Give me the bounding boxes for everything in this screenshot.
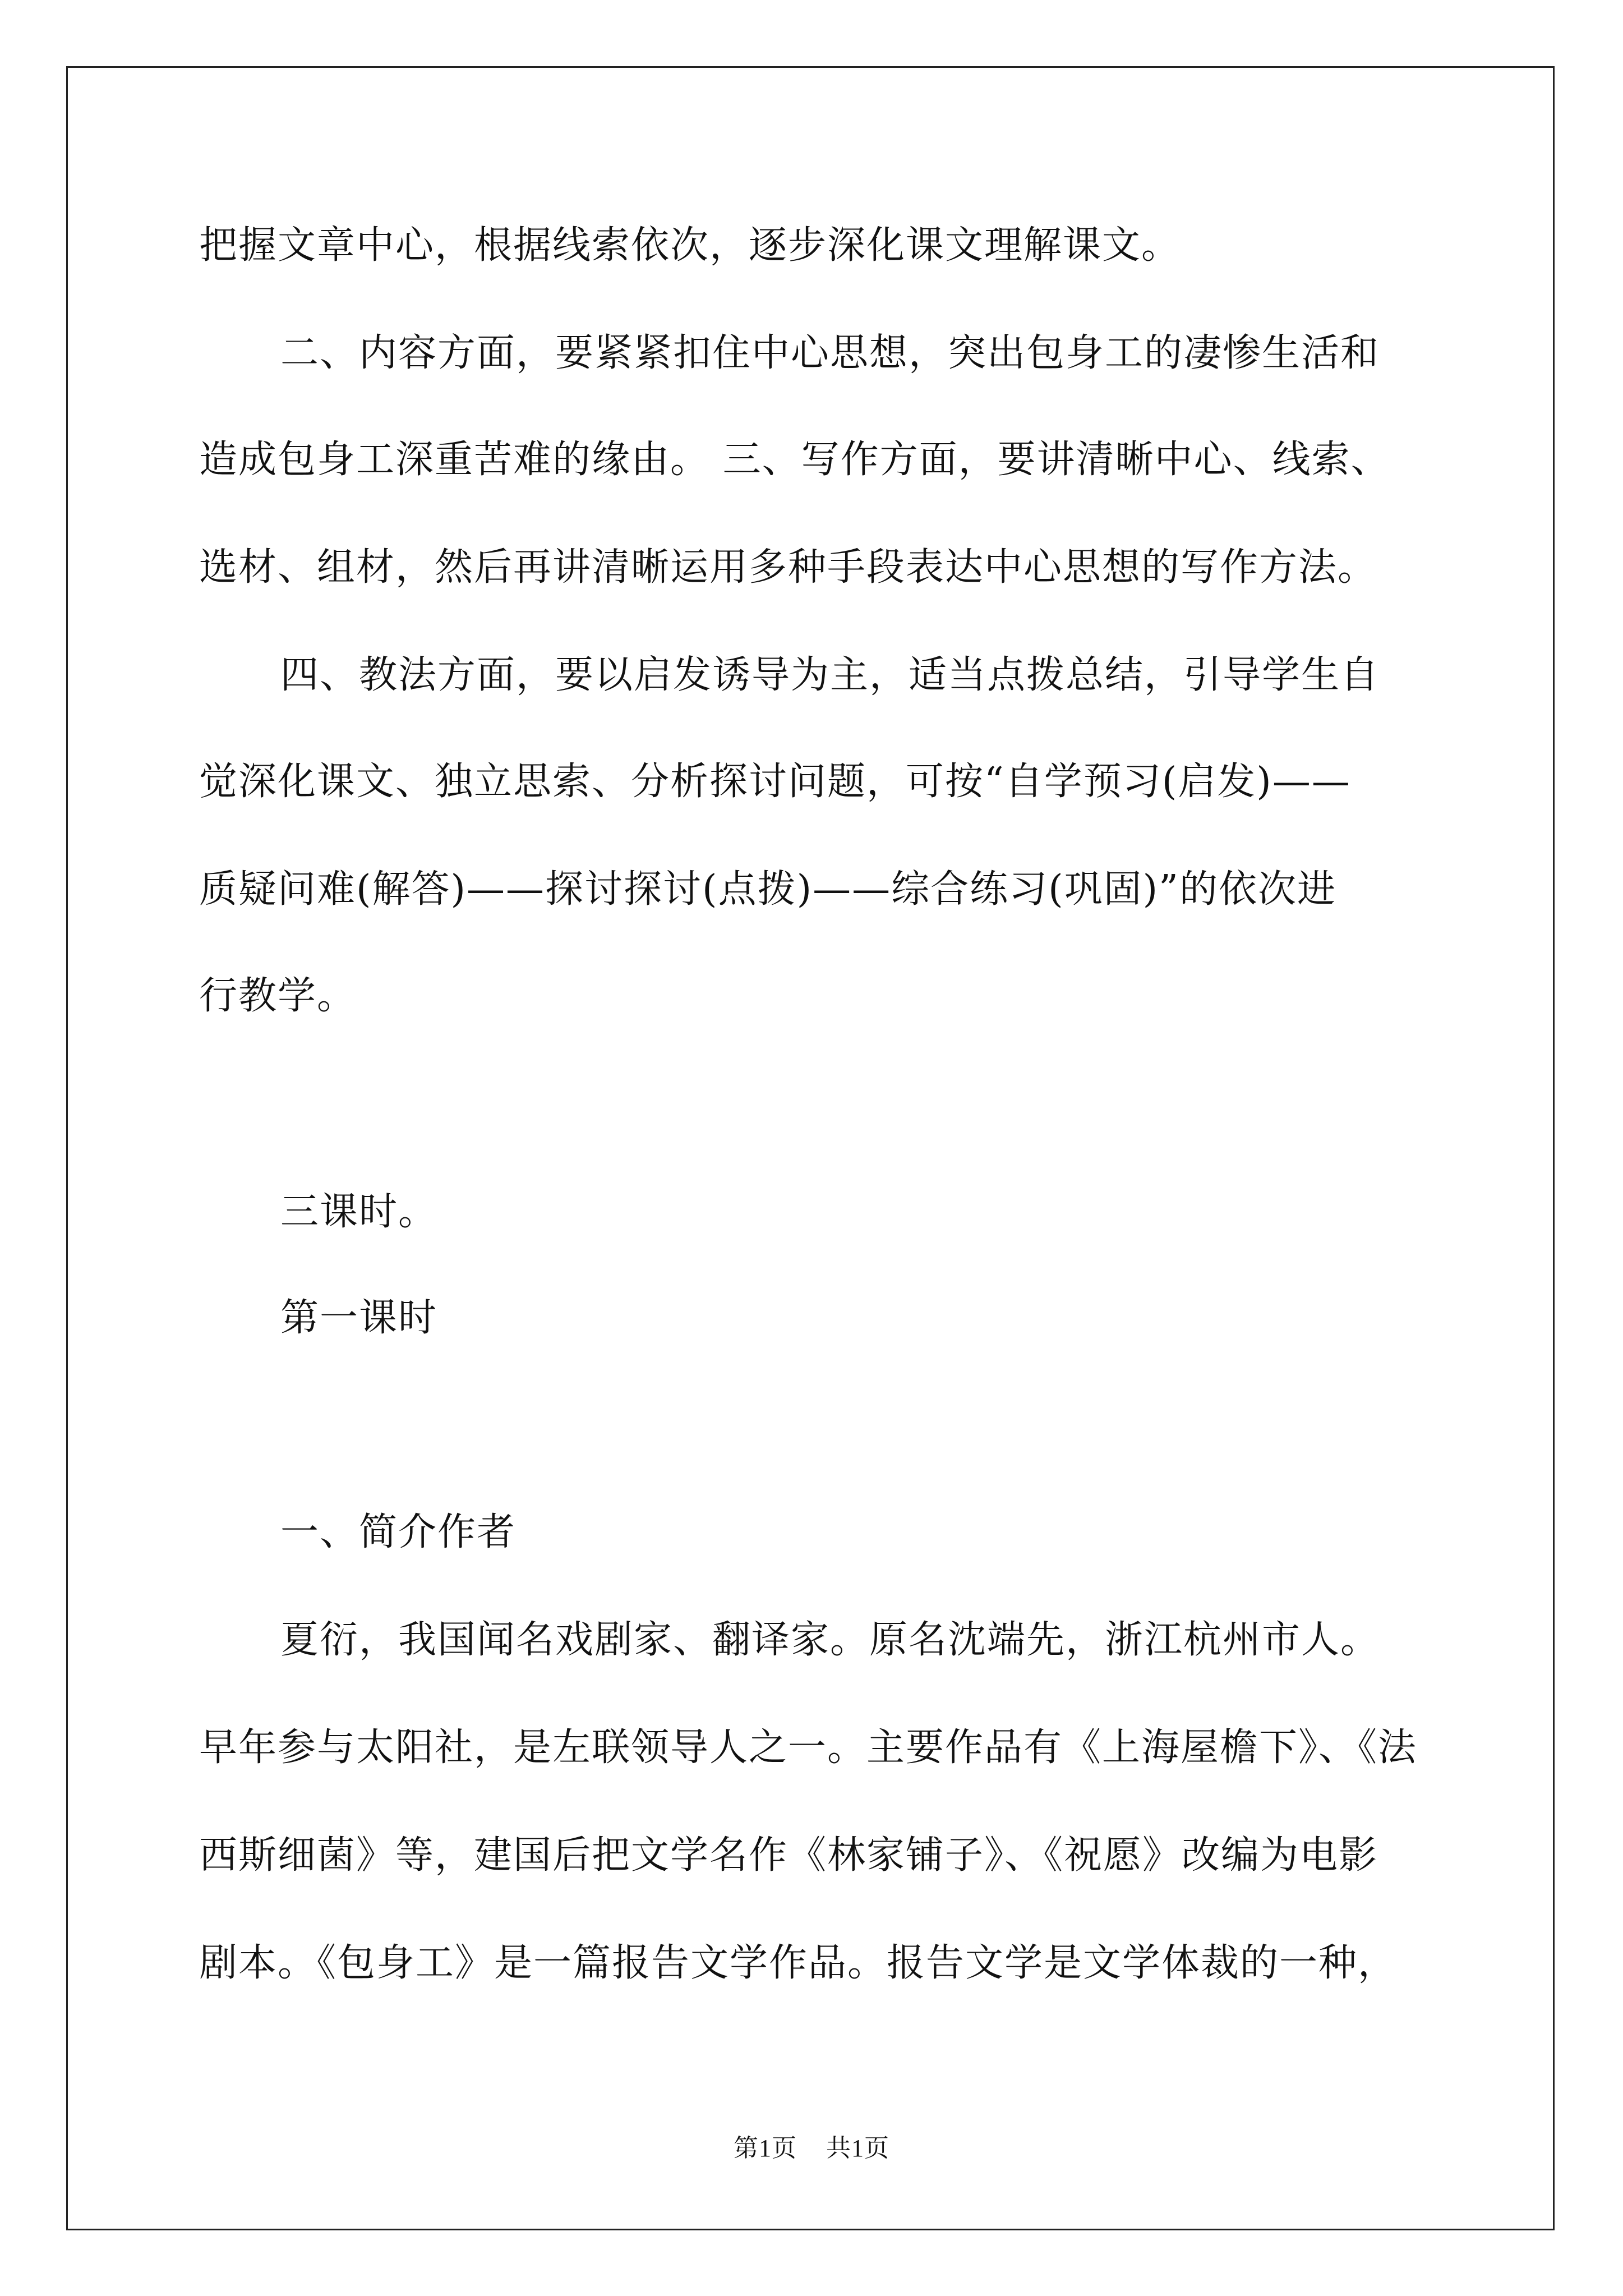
paragraph-line: 早年参与太阳社，是左联领导人之一。主要作品有《上海屋檐下》、《法 [199, 1726, 1418, 1770]
paragraph-line: 西斯细菌》等，建国后把文学名作《林家铺子》、《祝愿》改编为电影 [199, 1833, 1378, 1878]
paragraph-line: 剧本。《包身工》是一篇报告文学作品。报告文学是文学体裁的一种， [199, 1941, 1398, 1985]
paragraph-line: 把握文章中心，根据线索依次，逐步深化课文理解课文。 [199, 223, 1181, 268]
paragraph-line: 二、内容方面，要紧紧扣住中心思想，突出包身工的凄惨生活和 [280, 331, 1380, 375]
page-border [66, 66, 1555, 2230]
paragraph-line: 质疑问难(解答)——探讨探讨(点拨)——综合练习(巩固)”的依次进 [199, 867, 1336, 912]
paragraph-line: 觉深化课文、独立思索、分析探讨问题，可按“自学预习(启发)—— [199, 760, 1351, 804]
paragraph-line: 四、教法方面，要以启发诱导为主，适当点拨总结，引导学生自 [280, 653, 1380, 697]
page-number-current: 第1页 [734, 2134, 797, 2162]
section-heading: 三课时。 [280, 1190, 438, 1234]
paragraph-line: 行教学。 [199, 974, 357, 1018]
paragraph-line: 夏衍，我国闻名戏剧家、翻译家。原名沈端先，浙江杭州市人。 [280, 1618, 1380, 1662]
section-heading: 第一课时 [280, 1296, 438, 1340]
page-footer [0, 2136, 1623, 2161]
paragraph-line: 造成包身工深重苦难的缘由。 三、写作方面，要讲清晰中心、线索、 [199, 438, 1390, 482]
section-heading: 一、简介作者 [280, 1510, 517, 1554]
paragraph-line: 选材、组材，然后再讲清晰运用多种手段表达中心思想的写作方法。 [199, 545, 1377, 590]
page-number-total: 共1页 [826, 2134, 889, 2162]
